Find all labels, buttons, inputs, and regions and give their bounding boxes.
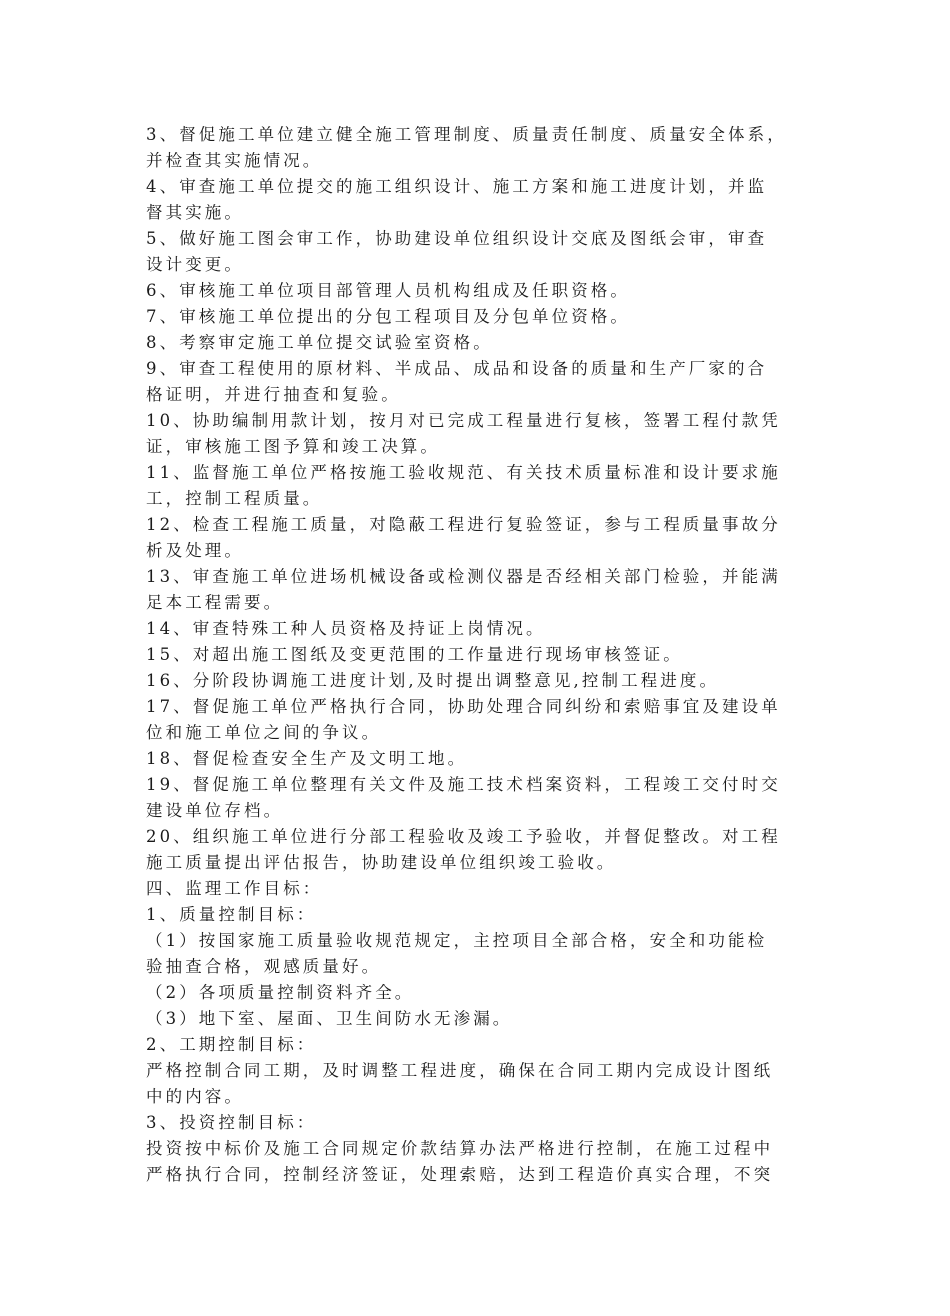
text-line: 严格控制合同工期，及时调整工程进度，确保在合同工期内完成设计图纸 [146,1061,774,1080]
text-line: 位和施工单位之间的争议。 [146,723,382,742]
text-line: 19、督促施工单位整理有关文件及施工技术档案资料，工程竣工交付时交 [146,775,781,794]
text-line: （3）地下室、屋面、卫生间防水无渗漏。 [146,1009,513,1028]
text-line: 中的内容。 [146,1087,244,1106]
section-heading: 四、监理工作目标： [146,879,323,898]
text-line: 5、做好施工图会审工作，协助建设单位组织设计交底及图纸会审，审查 [146,229,768,248]
text-line: 严格执行合同，控制经济签证，处理索赔，达到工程造价真实合理，不突 [146,1165,774,1184]
subsection-heading: 3、投资控制目标： [146,1113,317,1132]
text-line: 15、对超出施工图纸及变更范围的工作量进行现场审核签证。 [146,645,683,664]
text-line: （2）各项质量控制资料齐全。 [146,983,415,1002]
text-line: 14、审查特殊工种人员资格及持证上岗情况。 [146,619,546,638]
text-line: 并检查其实施情况。 [146,151,323,170]
text-line: 9、审查工程使用的原材料、半成品、成品和设备的质量和生产厂家的合 [146,359,768,378]
subsection-heading: 2、工期控制目标： [146,1035,317,1054]
text-line: 足本工程需要。 [146,593,284,612]
text-line: 3、督促施工单位建立健全施工管理制度、质量责任制度、质量安全体系， [146,125,787,144]
document-body [146,122,836,1188]
text-line: 证，审核施工图予算和竣工决算。 [146,437,440,456]
text-line: 析及处理。 [146,541,244,560]
text-line: 12、检查工程施工质量，对隐蔽工程进行复验签证，参与工程质量事故分 [146,515,781,534]
text-line: 11、监督施工单位严格按施工验收规范、有关技术质量标准和设计要求施 [146,463,781,482]
text-line: 设计变更。 [146,255,244,274]
text-line: 验抽查合格，观感质量好。 [146,957,382,976]
text-line: 投资按中标价及施工合同规定价款结算办法严格进行控制，在施工过程中 [146,1139,774,1158]
text-line: 20、组织施工单位进行分部工程验收及竣工予验收，并督促整改。对工程 [146,827,781,846]
text-line: 16、分阶段协调施工进度计划,及时提出调整意见,控制工程进度。 [146,671,720,690]
text-line: 10、协助编制用款计划，按月对已完成工程量进行复核，签署工程付款凭 [146,411,781,430]
text-line: 施工质量提出评估报告，协助建设单位组织竣工验收。 [146,853,617,872]
subsection-heading: 1、质量控制目标： [146,905,317,924]
text-line: 13、审查施工单位进场机械设备或检测仪器是否经相关部门检验，并能满 [146,567,781,586]
text-line: （1）按国家施工质量验收规范规定，主控项目全部合格，安全和功能检 [146,931,768,950]
text-line: 18、督促检查安全生产及文明工地。 [146,749,468,768]
text-line: 建设单位存档。 [146,801,284,820]
text-line: 4、审查施工单位提交的施工组织设计、施工方案和施工进度计划，并监 [146,177,768,196]
text-line: 17、督促施工单位严格执行合同，协助处理合同纠纷和索赔事宜及建设单 [146,697,781,716]
text-line: 7、审核施工单位提出的分包工程项目及分包单位资格。 [146,307,630,326]
text-line: 工，控制工程质量。 [146,489,323,508]
text-line: 6、审核施工单位项目部管理人员机构组成及任职资格。 [146,281,630,300]
text-line: 督其实施。 [146,203,244,222]
text-line: 格证明，并进行抽查和复验。 [146,385,401,404]
text-line: 8、考察审定施工单位提交试验室资格。 [146,333,493,352]
